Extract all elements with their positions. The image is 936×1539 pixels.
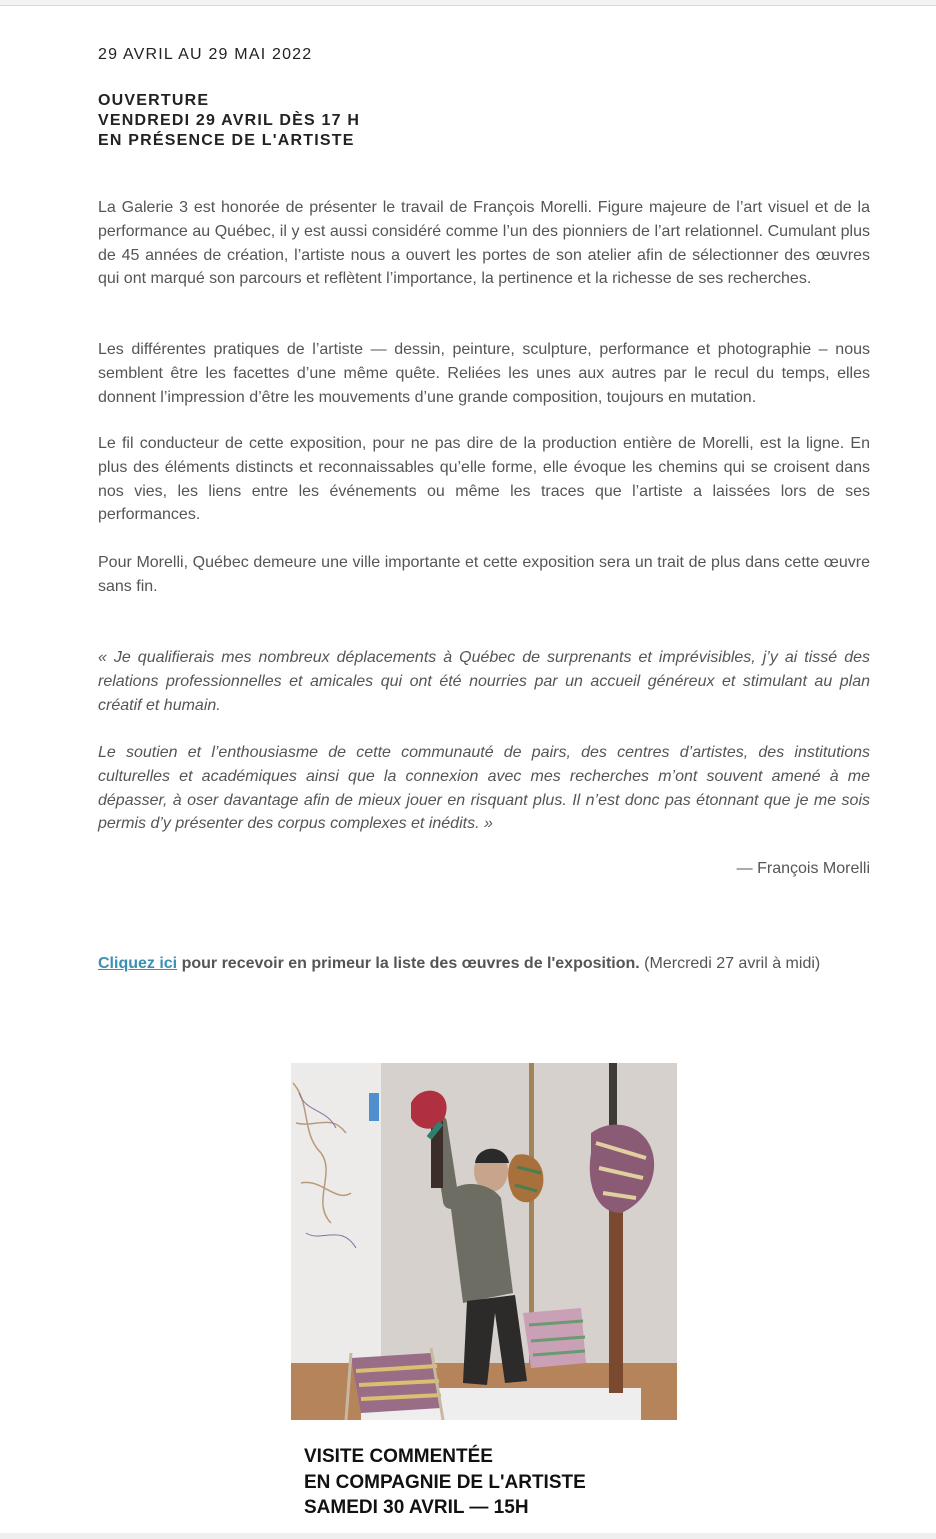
- top-divider: [0, 0, 936, 6]
- tour-title: VISITE COMMENTÉE: [304, 1446, 493, 1467]
- cta-bold-text: pour recevoir en primeur la liste des œuvres de l'exposition.: [177, 955, 640, 972]
- tour-date: SAMEDI 30 AVRIL — 15H: [304, 1497, 529, 1518]
- artist-quote-1: « Je qualifierais mes nombreux déplacements à Québec de surprenants et imprévisibles, j’y ai tissé des relations professionnelles et amicales qui ont été nourries par un accueil généreux et stimulant au plan créatif et humain.: [98, 649, 870, 714]
- artist-quote-2: Le soutien et l’enthousiasme de cette communauté de pairs, des centres d’artistes, des institutions culturelles et académiques ainsi que la connexion avec mes recherches m’ont souvent amené à me dépasser, à oser davantage afin de mieux jouer en risquant plus. Il n’est donc pas étonnant que je me sois permis d’y présenter des corpus complexes et inédits. »: [98, 744, 870, 833]
- click-here-link[interactable]: Cliquez ici: [98, 955, 178, 972]
- paragraph-quebec: Pour Morelli, Québec demeure une ville importante et cette exposition sera un trait de plus dans cette œuvre sans fin.: [98, 554, 870, 595]
- tour-subtitle: EN COMPAGNIE DE L'ARTISTE: [304, 1471, 586, 1493]
- opening-date: VENDREDI 29 AVRIL DÈS 17 H: [98, 112, 361, 129]
- opening-note: EN PRÉSENCE DE L'ARTISTE: [98, 132, 355, 149]
- paragraph-intro: La Galerie 3 est honorée de présenter le travail de François Morelli. Figure majeure de l’art visuel et de la performance au Québec, il y est aussi considéré comme l’un des pionniers de l’art relationnel. Cumulant plus de 45 années de création, l’artiste nous a ouvert les portes de son atelier afin de sélectionner des œuvres qui ont marqué son parcours et reflètent l’importance, la pertinence et la richesse de ses recherches.: [98, 199, 870, 288]
- paragraph-practices: Les différentes pratiques de l’artiste — dessin, peinture, sculpture, performance et photographie – nous semblent être les facettes d’une même quête. Reliées les unes aux autres par le recul du temps, elles donnent l’impression d’être les mouvements d’une grande composition, toujours en mutation.: [98, 341, 870, 406]
- works-list-cta: [98, 955, 820, 973]
- opening-info: [98, 91, 360, 151]
- cta-note: (Mercredi 27 avril à midi): [639, 955, 821, 972]
- guided-tour-caption: [304, 1444, 586, 1521]
- artist-photo: [291, 1063, 677, 1420]
- opening-label: OUVERTURE: [98, 92, 210, 109]
- paragraph-line: Le fil conducteur de cette exposition, pour ne pas dire de la production entière de Morelli, est la ligne. En plus des éléments distincts et reconnaissables qu’elle forme, elle évoque les chemins qui se croisent dans nos vies, les liens entre les événements ou même les traces que l’artiste a laissées lors de ses performances.: [98, 435, 870, 524]
- bottom-edge: [0, 1533, 936, 1539]
- quote-signature: — François Morelli: [736, 860, 870, 877]
- artist-photo-illustration: [291, 1063, 677, 1420]
- exhibition-dates: 29 AVRIL AU 29 MAI 2022: [98, 46, 313, 63]
